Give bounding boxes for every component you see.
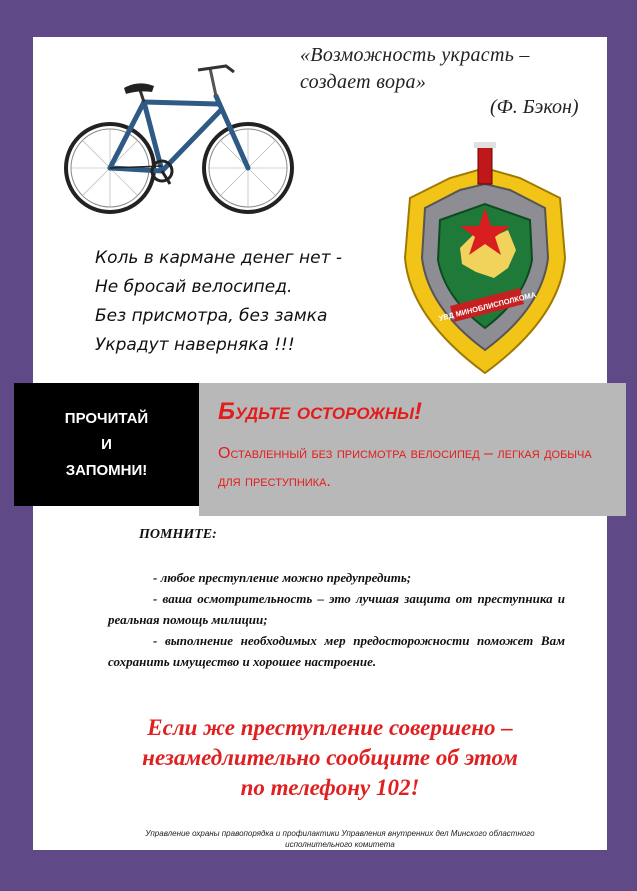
read-remember-line: ЗАПОМНИ!: [65, 461, 148, 479]
list-item: - выполнение необходимых мер предосторожности поможет Вам сохранить имущество и хорошее настроение.: [108, 633, 565, 669]
emblem-text: УВД МИНОБЛИСПОЛКОМА: [437, 289, 537, 323]
remember-list: [108, 567, 565, 672]
list-item: - любое преступление можно предупредить;: [153, 570, 412, 585]
poem-line: Украдут наверняка !!!: [95, 335, 295, 355]
cta-line: по телефону 102!: [240, 775, 420, 800]
footer-line: исполнительного комитета: [285, 840, 395, 849]
warning-title: Будьте осторожны!: [218, 398, 423, 425]
poem: [95, 244, 385, 360]
police-shield-emblem-icon: [390, 138, 580, 388]
footer: [80, 828, 600, 850]
quote-author: (Ф. Бэкон): [490, 96, 579, 118]
bicycle-image: [58, 56, 298, 226]
warning-text: Оставленный без присмотра велосипед – легкая добыча для преступника.: [218, 445, 592, 490]
read-remember-box: [14, 383, 199, 506]
quote: [300, 42, 590, 96]
poem-line: Без присмотра, без замка: [95, 306, 328, 326]
list-item: - ваша осмотрительность – это лучшая защита от преступника и реальная помощь милиции;: [108, 591, 565, 627]
call-to-action: [60, 713, 600, 803]
poem-line: Коль в кармане денег нет -: [95, 248, 343, 268]
read-remember-line: И: [101, 435, 112, 453]
quote-line: «Возможность украсть –: [300, 44, 530, 66]
quote-line: создает вора»: [300, 71, 427, 93]
remember-title: ПОМНИТЕ:: [139, 527, 217, 542]
poem-line: Не бросай велосипед.: [95, 277, 293, 297]
cta-line: незамедлительно сообщите об этом: [142, 745, 518, 770]
cta-line: Если же преступление совершено –: [147, 715, 513, 740]
footer-line: Управление охраны правопорядка и профилактики Управления внутренних дел Минского областного: [145, 829, 535, 838]
read-remember-line: ПРОЧИТАЙ: [64, 409, 149, 427]
